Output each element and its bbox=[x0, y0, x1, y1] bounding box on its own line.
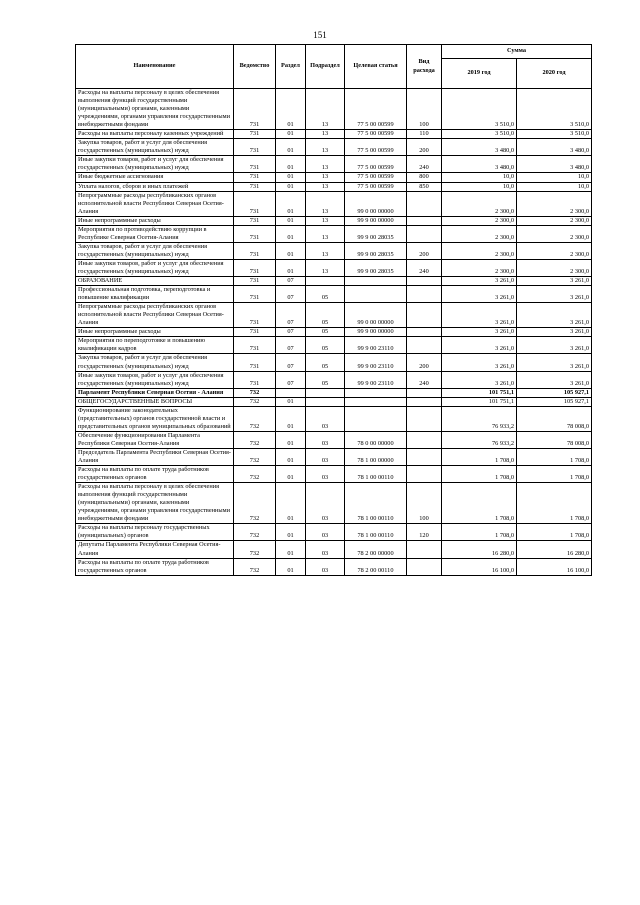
table-row bbox=[76, 558, 592, 575]
table-row bbox=[76, 156, 592, 173]
cell-expense-type bbox=[407, 303, 442, 328]
cell-section: 01 bbox=[276, 483, 306, 524]
cell-name: Расходы на выплаты персоналу в целях обеспечения выполнения функций государственными (муниципальными) органами, казенными учреждениями, органами управления государственными внебюджетными фондами bbox=[76, 89, 234, 130]
cell-2020: 1 708,0 bbox=[517, 483, 592, 524]
cell-subsection: 03 bbox=[306, 406, 345, 431]
cell-expense-type bbox=[407, 286, 442, 303]
cell-2020: 3 510,0 bbox=[517, 89, 592, 130]
cell-ministry: 731 bbox=[234, 371, 276, 388]
cell-2020: 3 261,0 bbox=[517, 337, 592, 354]
cell-subsection: 03 bbox=[306, 524, 345, 541]
cell-subsection: 13 bbox=[306, 130, 345, 139]
cell-subsection: 05 bbox=[306, 371, 345, 388]
table-row bbox=[76, 337, 592, 354]
cell-ministry: 732 bbox=[234, 431, 276, 448]
cell-target-article: 99 9 00 28035 bbox=[345, 225, 407, 242]
cell-subsection: 13 bbox=[306, 182, 345, 191]
cell-ministry: 731 bbox=[234, 328, 276, 337]
cell-subsection: 03 bbox=[306, 448, 345, 465]
cell-subsection: 13 bbox=[306, 216, 345, 225]
table-row bbox=[76, 388, 592, 397]
cell-target-article bbox=[345, 286, 407, 303]
cell-subsection: 13 bbox=[306, 191, 345, 216]
cell-target-article: 78 1 00 00000 bbox=[345, 448, 407, 465]
cell-name: Непрограммные расходы республиканских органов исполнительной власти Республики Северная Осетия-Алания bbox=[76, 191, 234, 216]
cell-name: Расходы на выплаты персоналу казенных учреждений bbox=[76, 130, 234, 139]
table-row bbox=[76, 524, 592, 541]
cell-expense-type bbox=[407, 541, 442, 558]
cell-2020: 3 261,0 bbox=[517, 286, 592, 303]
cell-target-article bbox=[345, 388, 407, 397]
cell-2019: 3 261,0 bbox=[442, 337, 517, 354]
cell-expense-type: 850 bbox=[407, 182, 442, 191]
cell-expense-type bbox=[407, 191, 442, 216]
cell-ministry: 732 bbox=[234, 524, 276, 541]
cell-target-article: 99 0 00 00000 bbox=[345, 191, 407, 216]
cell-2019: 2 300,0 bbox=[442, 259, 517, 276]
header-2019: 2019 год bbox=[442, 59, 517, 89]
table-row bbox=[76, 225, 592, 242]
cell-subsection: 13 bbox=[306, 89, 345, 130]
table-row bbox=[76, 277, 592, 286]
cell-ministry: 731 bbox=[234, 259, 276, 276]
cell-target-article: 99 9 00 00000 bbox=[345, 328, 407, 337]
cell-ministry: 731 bbox=[234, 156, 276, 173]
cell-section: 07 bbox=[276, 303, 306, 328]
cell-2019: 1 708,0 bbox=[442, 466, 517, 483]
cell-subsection: 13 bbox=[306, 173, 345, 182]
cell-ministry: 731 bbox=[234, 277, 276, 286]
cell-2020: 3 261,0 bbox=[517, 328, 592, 337]
cell-2020: 2 300,0 bbox=[517, 242, 592, 259]
cell-expense-type: 240 bbox=[407, 259, 442, 276]
header-sum: Сумма bbox=[442, 45, 592, 59]
cell-2019: 3 480,0 bbox=[442, 156, 517, 173]
header-2020: 2020 год bbox=[517, 59, 592, 89]
cell-ministry: 731 bbox=[234, 303, 276, 328]
cell-section: 01 bbox=[276, 89, 306, 130]
table-row bbox=[76, 242, 592, 259]
cell-section: 01 bbox=[276, 406, 306, 431]
cell-section: 01 bbox=[276, 558, 306, 575]
cell-name: Функционирование законодательных (представительных) органов государственной власти и представительных органов муниципальных образований bbox=[76, 406, 234, 431]
cell-name: Расходы на выплаты персоналу в целях обеспечения выполнения функций государственными (муниципальными) органами, казенными учреждениями, органами управления государственными внебюджетными фондами bbox=[76, 483, 234, 524]
cell-ministry: 731 bbox=[234, 354, 276, 371]
cell-2019: 16 280,0 bbox=[442, 541, 517, 558]
cell-2019: 2 300,0 bbox=[442, 191, 517, 216]
cell-target-article: 99 0 00 00000 bbox=[345, 303, 407, 328]
cell-section: 01 bbox=[276, 524, 306, 541]
cell-name: Иные непрограммные расходы bbox=[76, 216, 234, 225]
cell-ministry: 732 bbox=[234, 466, 276, 483]
cell-ministry: 731 bbox=[234, 286, 276, 303]
cell-name: Иные бюджетные ассигнования bbox=[76, 173, 234, 182]
cell-ministry: 732 bbox=[234, 483, 276, 524]
cell-2020: 105 927,1 bbox=[517, 388, 592, 397]
cell-expense-type: 200 bbox=[407, 242, 442, 259]
cell-2020: 16 280,0 bbox=[517, 541, 592, 558]
cell-name: Мероприятия по переподготовке и повышению квалификации кадров bbox=[76, 337, 234, 354]
cell-2019: 16 100,0 bbox=[442, 558, 517, 575]
cell-name: Иные закупки товаров, работ и услуг для обеспечения государственных (муниципальных) нужд bbox=[76, 371, 234, 388]
cell-subsection: 03 bbox=[306, 541, 345, 558]
cell-expense-type: 120 bbox=[407, 524, 442, 541]
cell-ministry: 732 bbox=[234, 406, 276, 431]
cell-expense-type: 110 bbox=[407, 130, 442, 139]
cell-target-article bbox=[345, 397, 407, 406]
cell-section: 01 bbox=[276, 242, 306, 259]
cell-target-article: 78 1 00 00110 bbox=[345, 483, 407, 524]
cell-section: 01 bbox=[276, 431, 306, 448]
cell-ministry: 731 bbox=[234, 225, 276, 242]
cell-name: Закупка товаров, работ и услуг для обеспечения государственных (муниципальных) нужд bbox=[76, 354, 234, 371]
table-row bbox=[76, 371, 592, 388]
cell-target-article: 78 1 00 00110 bbox=[345, 524, 407, 541]
cell-subsection: 03 bbox=[306, 466, 345, 483]
cell-expense-type: 100 bbox=[407, 89, 442, 130]
cell-expense-type bbox=[407, 328, 442, 337]
cell-expense-type bbox=[407, 388, 442, 397]
table-row bbox=[76, 541, 592, 558]
cell-2019: 101 751,1 bbox=[442, 388, 517, 397]
cell-ministry: 732 bbox=[234, 558, 276, 575]
cell-target-article bbox=[345, 277, 407, 286]
cell-2019: 2 300,0 bbox=[442, 216, 517, 225]
cell-subsection bbox=[306, 388, 345, 397]
table-row bbox=[76, 354, 592, 371]
cell-target-article: 77 5 00 00599 bbox=[345, 156, 407, 173]
header-expense-type: Вид расхода bbox=[407, 45, 442, 89]
table-row bbox=[76, 406, 592, 431]
cell-name: Иные непрограммные расходы bbox=[76, 328, 234, 337]
cell-2019: 3 261,0 bbox=[442, 354, 517, 371]
cell-2020: 1 708,0 bbox=[517, 466, 592, 483]
cell-target-article: 77 5 00 00599 bbox=[345, 182, 407, 191]
cell-expense-type: 240 bbox=[407, 156, 442, 173]
cell-ministry: 732 bbox=[234, 448, 276, 465]
cell-section: 01 bbox=[276, 139, 306, 156]
header-subsection: Подраздел bbox=[306, 45, 345, 89]
cell-section: 01 bbox=[276, 173, 306, 182]
cell-name: Расходы на выплаты персоналу государственных (муниципальных) органов bbox=[76, 524, 234, 541]
cell-target-article: 77 5 00 00599 bbox=[345, 130, 407, 139]
table-row bbox=[76, 483, 592, 524]
cell-2020: 78 008,0 bbox=[517, 431, 592, 448]
cell-2019: 10,0 bbox=[442, 182, 517, 191]
cell-subsection: 13 bbox=[306, 242, 345, 259]
cell-subsection: 13 bbox=[306, 225, 345, 242]
cell-ministry: 731 bbox=[234, 216, 276, 225]
cell-section: 01 bbox=[276, 156, 306, 173]
table-row bbox=[76, 130, 592, 139]
cell-subsection: 13 bbox=[306, 259, 345, 276]
cell-ministry: 731 bbox=[234, 173, 276, 182]
cell-section: 01 bbox=[276, 216, 306, 225]
cell-2020: 3 480,0 bbox=[517, 139, 592, 156]
cell-section: 07 bbox=[276, 328, 306, 337]
cell-section: 01 bbox=[276, 259, 306, 276]
cell-2020: 10,0 bbox=[517, 182, 592, 191]
cell-2020: 16 100,0 bbox=[517, 558, 592, 575]
cell-expense-type bbox=[407, 216, 442, 225]
cell-section: 01 bbox=[276, 182, 306, 191]
cell-2019: 2 300,0 bbox=[442, 225, 517, 242]
cell-target-article: 78 2 00 00000 bbox=[345, 541, 407, 558]
cell-target-article: 78 0 00 00000 bbox=[345, 431, 407, 448]
cell-target-article: 99 9 00 23110 bbox=[345, 337, 407, 354]
cell-section: 01 bbox=[276, 448, 306, 465]
budget-table bbox=[75, 44, 592, 576]
cell-expense-type bbox=[407, 225, 442, 242]
cell-2019: 76 933,2 bbox=[442, 431, 517, 448]
cell-name: Председатель Парламента Республики Северная Осетия-Алания bbox=[76, 448, 234, 465]
cell-ministry: 731 bbox=[234, 182, 276, 191]
table-row bbox=[76, 216, 592, 225]
cell-ministry: 731 bbox=[234, 337, 276, 354]
cell-section: 01 bbox=[276, 225, 306, 242]
cell-ministry: 732 bbox=[234, 397, 276, 406]
table-row bbox=[76, 397, 592, 406]
cell-2020: 3 261,0 bbox=[517, 371, 592, 388]
cell-2019: 3 261,0 bbox=[442, 286, 517, 303]
cell-2019: 3 480,0 bbox=[442, 139, 517, 156]
cell-expense-type: 100 bbox=[407, 483, 442, 524]
cell-expense-type bbox=[407, 337, 442, 354]
table-row bbox=[76, 303, 592, 328]
cell-expense-type bbox=[407, 397, 442, 406]
cell-section: 01 bbox=[276, 466, 306, 483]
cell-name: Обеспечение функционирования Парламента Республики Северная Осетия-Алания bbox=[76, 431, 234, 448]
table-row bbox=[76, 259, 592, 276]
page-number: 151 bbox=[313, 30, 327, 40]
cell-target-article: 99 9 00 28035 bbox=[345, 259, 407, 276]
cell-2020: 3 261,0 bbox=[517, 303, 592, 328]
cell-name: ОБРАЗОВАНИЕ bbox=[76, 277, 234, 286]
cell-ministry: 731 bbox=[234, 139, 276, 156]
cell-name: Уплата налогов, сборов и иных платежей bbox=[76, 182, 234, 191]
cell-expense-type: 200 bbox=[407, 354, 442, 371]
cell-target-article: 99 9 00 23110 bbox=[345, 371, 407, 388]
cell-name: Парламент Республики Северная Осетия - Алания bbox=[76, 388, 234, 397]
table-row bbox=[76, 448, 592, 465]
header-name: Наименование bbox=[76, 45, 234, 89]
table-row bbox=[76, 328, 592, 337]
table-row bbox=[76, 466, 592, 483]
cell-name: Профессиональная подготовка, переподготовка и повышение квалификации bbox=[76, 286, 234, 303]
cell-2020: 2 300,0 bbox=[517, 259, 592, 276]
cell-subsection: 03 bbox=[306, 558, 345, 575]
cell-ministry: 732 bbox=[234, 388, 276, 397]
cell-2019: 3 261,0 bbox=[442, 303, 517, 328]
cell-2019: 3 510,0 bbox=[442, 130, 517, 139]
cell-ministry: 731 bbox=[234, 191, 276, 216]
cell-target-article: 78 1 00 00110 bbox=[345, 466, 407, 483]
cell-section: 07 bbox=[276, 277, 306, 286]
cell-expense-type: 200 bbox=[407, 139, 442, 156]
cell-ministry: 731 bbox=[234, 89, 276, 130]
cell-section: 01 bbox=[276, 191, 306, 216]
cell-2019: 2 300,0 bbox=[442, 242, 517, 259]
header-section: Раздел bbox=[276, 45, 306, 89]
cell-subsection: 05 bbox=[306, 303, 345, 328]
cell-2019: 76 933,2 bbox=[442, 406, 517, 431]
cell-2020: 105 927,1 bbox=[517, 397, 592, 406]
cell-section: 01 bbox=[276, 397, 306, 406]
cell-expense-type bbox=[407, 448, 442, 465]
cell-name: Закупка товаров, работ и услуг для обеспечения государственных (муниципальных) нужд bbox=[76, 242, 234, 259]
cell-2020: 3 261,0 bbox=[517, 354, 592, 371]
cell-name: Расходы на выплаты по оплате труда работников государственных органов bbox=[76, 466, 234, 483]
cell-name: Закупка товаров, работ и услуг для обеспечения государственных (муниципальных) нужд bbox=[76, 139, 234, 156]
cell-2019: 10,0 bbox=[442, 173, 517, 182]
cell-2020: 2 300,0 bbox=[517, 191, 592, 216]
cell-2020: 1 708,0 bbox=[517, 524, 592, 541]
cell-expense-type bbox=[407, 277, 442, 286]
cell-subsection: 03 bbox=[306, 483, 345, 524]
cell-2020: 2 300,0 bbox=[517, 216, 592, 225]
header-ministry: Ведомство bbox=[234, 45, 276, 89]
cell-name: Мероприятия по противодействию коррупции в Республике Северная Осетия-Алания bbox=[76, 225, 234, 242]
cell-2020: 3 480,0 bbox=[517, 156, 592, 173]
cell-subsection: 13 bbox=[306, 156, 345, 173]
cell-name: Непрограммные расходы республиканских органов исполнительной власти Республики Северная Осетия-Алания bbox=[76, 303, 234, 328]
cell-2020: 3 261,0 bbox=[517, 277, 592, 286]
cell-target-article: 99 9 00 23110 bbox=[345, 354, 407, 371]
cell-target-article: 78 2 00 00110 bbox=[345, 558, 407, 575]
cell-expense-type: 240 bbox=[407, 371, 442, 388]
cell-subsection bbox=[306, 277, 345, 286]
cell-2020: 78 008,0 bbox=[517, 406, 592, 431]
cell-subsection: 05 bbox=[306, 328, 345, 337]
cell-target-article: 99 9 00 00000 bbox=[345, 216, 407, 225]
cell-2020: 10,0 bbox=[517, 173, 592, 182]
cell-section: 07 bbox=[276, 337, 306, 354]
cell-2019: 3 261,0 bbox=[442, 277, 517, 286]
cell-section: 07 bbox=[276, 286, 306, 303]
cell-section: 01 bbox=[276, 130, 306, 139]
cell-name: Депутаты Парламента Республики Северная Осетия-Алания bbox=[76, 541, 234, 558]
cell-expense-type bbox=[407, 558, 442, 575]
cell-section: 01 bbox=[276, 541, 306, 558]
cell-ministry: 731 bbox=[234, 242, 276, 259]
cell-name: Иные закупки товаров, работ и услуг для обеспечения государственных (муниципальных) нужд bbox=[76, 259, 234, 276]
cell-section bbox=[276, 388, 306, 397]
table-row bbox=[76, 89, 592, 130]
cell-ministry: 732 bbox=[234, 541, 276, 558]
cell-2019: 1 708,0 bbox=[442, 524, 517, 541]
table-row bbox=[76, 191, 592, 216]
cell-subsection bbox=[306, 397, 345, 406]
cell-2020: 2 300,0 bbox=[517, 225, 592, 242]
cell-section: 07 bbox=[276, 371, 306, 388]
cell-expense-type: 800 bbox=[407, 173, 442, 182]
header-target-article: Целевая статья bbox=[345, 45, 407, 89]
table-row bbox=[76, 173, 592, 182]
cell-expense-type bbox=[407, 466, 442, 483]
cell-subsection: 05 bbox=[306, 286, 345, 303]
cell-name: ОБЩЕГОСУДАРСТВЕННЫЕ ВОПРОСЫ bbox=[76, 397, 234, 406]
cell-2019: 101 751,1 bbox=[442, 397, 517, 406]
cell-target-article: 77 5 00 00599 bbox=[345, 139, 407, 156]
cell-subsection: 05 bbox=[306, 354, 345, 371]
table-row bbox=[76, 431, 592, 448]
cell-subsection: 13 bbox=[306, 139, 345, 156]
cell-subsection: 05 bbox=[306, 337, 345, 354]
cell-2019: 1 708,0 bbox=[442, 448, 517, 465]
cell-2019: 3 261,0 bbox=[442, 328, 517, 337]
cell-target-article bbox=[345, 406, 407, 431]
cell-section: 07 bbox=[276, 354, 306, 371]
cell-expense-type bbox=[407, 406, 442, 431]
cell-2020: 3 510,0 bbox=[517, 130, 592, 139]
cell-name: Расходы на выплаты по оплате труда работников государственных органов bbox=[76, 558, 234, 575]
cell-2019: 1 708,0 bbox=[442, 483, 517, 524]
cell-2019: 3 510,0 bbox=[442, 89, 517, 130]
table-body bbox=[76, 89, 592, 576]
cell-2019: 3 261,0 bbox=[442, 371, 517, 388]
cell-expense-type bbox=[407, 431, 442, 448]
cell-2020: 1 708,0 bbox=[517, 448, 592, 465]
table-row bbox=[76, 182, 592, 191]
cell-name: Иные закупки товаров, работ и услуг для обеспечения государственных (муниципальных) нужд bbox=[76, 156, 234, 173]
table-row bbox=[76, 286, 592, 303]
cell-target-article: 99 9 00 28035 bbox=[345, 242, 407, 259]
cell-ministry: 731 bbox=[234, 130, 276, 139]
cell-target-article: 77 5 00 00599 bbox=[345, 89, 407, 130]
table-row bbox=[76, 139, 592, 156]
cell-target-article: 77 5 00 00599 bbox=[345, 173, 407, 182]
cell-subsection: 03 bbox=[306, 431, 345, 448]
